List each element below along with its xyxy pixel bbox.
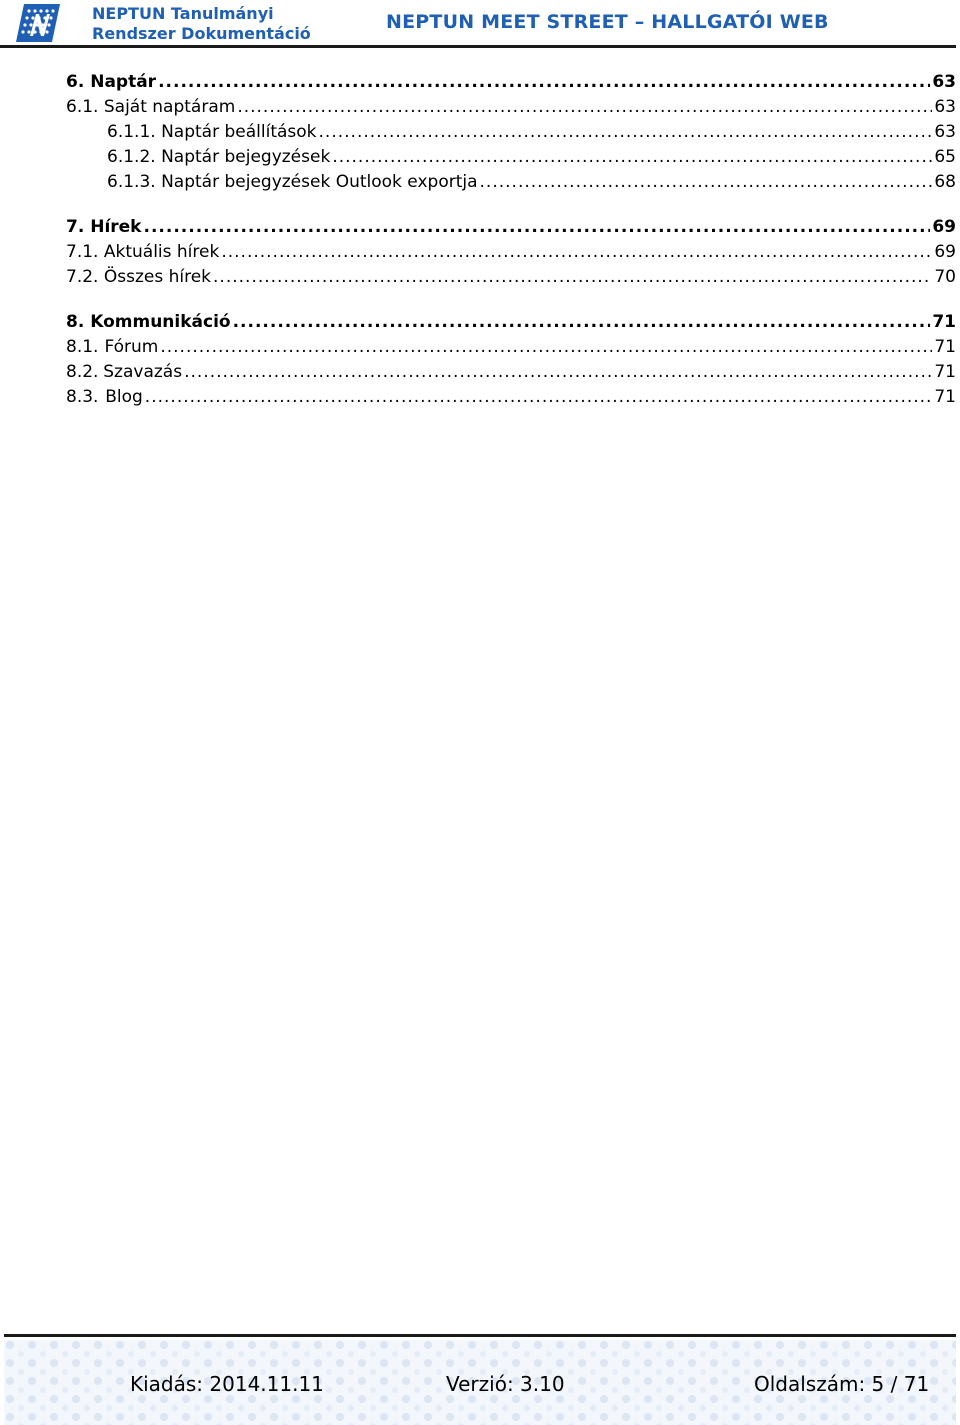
toc-leader-dots — [221, 242, 932, 262]
footer-release-date: Kiadás: 2014.11.11 — [130, 1372, 324, 1396]
toc-entry-number: 8.2. — [66, 362, 99, 382]
toc-entry[interactable] — [107, 122, 956, 146]
toc-leader-dots — [144, 217, 931, 237]
header-module-title: NEPTUN MEET STREET – HALLGATÓI WEB — [386, 11, 829, 33]
footer-version: Verzió: 3.10 — [446, 1372, 565, 1396]
toc-entry-title: Hírek — [90, 217, 142, 237]
toc-entry-title: Fórum — [104, 337, 159, 357]
toc-leader-dots — [332, 147, 932, 167]
toc-entry[interactable] — [66, 337, 956, 361]
toc-leader-dots — [319, 122, 933, 142]
toc-leader-dots — [233, 312, 931, 332]
header-divider — [0, 45, 956, 48]
header-doc-title-line1: NEPTUN Tanulmányi — [92, 4, 274, 23]
toc-entry-title: Aktuális hírek — [103, 242, 220, 262]
neptun-logo-icon — [14, 2, 62, 44]
page-header — [0, 0, 960, 50]
toc-entry-number: 6.1.1. — [107, 122, 156, 142]
toc-entry-number: 7.2. — [66, 267, 99, 287]
toc-leader-dots — [158, 72, 930, 92]
toc-entry-title: Szavazás — [103, 362, 183, 382]
toc-leader-dots — [184, 362, 932, 382]
toc-entry-title: Naptár bejegyzések — [161, 147, 331, 167]
toc-entry-title: Saját naptáram — [103, 97, 236, 117]
toc-entry-page: 63 — [932, 72, 956, 92]
toc-entry-number: 6. — [66, 72, 85, 92]
toc-leader-dots — [213, 267, 932, 287]
toc-entry-title: Összes hírek — [103, 267, 212, 287]
toc-leader-dots — [145, 387, 933, 407]
footer-divider — [4, 1334, 956, 1337]
toc-entry[interactable] — [66, 387, 956, 411]
header-doc-title-line2: Rendszer Dokumentáció — [92, 24, 311, 43]
toc-entry-number: 6.1. — [66, 97, 99, 117]
toc-entry-title: Naptár bejegyzések Outlook exportja — [161, 172, 478, 192]
toc-entry-page: 69 — [932, 217, 956, 237]
toc-entry[interactable] — [66, 97, 956, 121]
toc-entry-number: 8.1. — [66, 337, 99, 357]
toc-entry-page: 71 — [934, 337, 956, 357]
footer-page-number: Oldalszám: 5 / 71 — [754, 1372, 930, 1396]
toc-entry-number: 6.1.3. — [107, 172, 156, 192]
toc-entry[interactable] — [66, 72, 956, 96]
toc-entry[interactable] — [107, 147, 956, 171]
toc-entry-page: 63 — [934, 97, 956, 117]
toc-entry-page: 71 — [932, 312, 956, 332]
toc-entry-number: 6.1.2. — [107, 147, 156, 167]
toc-entry-title: Blog — [105, 387, 143, 407]
toc-entry-number: 7.1. — [66, 242, 99, 262]
toc-leader-dots — [480, 172, 933, 192]
toc-entry-title: Naptár beállítások — [161, 122, 317, 142]
toc-entry[interactable] — [66, 217, 956, 241]
toc-entry[interactable] — [66, 242, 956, 266]
toc-entry-page: 65 — [934, 147, 956, 167]
toc-entry-page: 71 — [934, 362, 956, 382]
toc-entry-number: 8.3. — [66, 387, 99, 407]
toc-leader-dots — [237, 97, 932, 117]
toc-entry-page: 70 — [934, 267, 956, 287]
toc-entry[interactable] — [66, 267, 956, 291]
header-doc-title — [92, 4, 311, 44]
toc-entry-page: 69 — [934, 242, 956, 262]
toc-entry[interactable] — [66, 312, 956, 336]
toc-entry-page: 63 — [934, 122, 956, 142]
toc-entry-title: Naptár — [90, 72, 157, 92]
toc-entry[interactable] — [107, 172, 956, 196]
toc-entry-number: 7. — [66, 217, 85, 237]
toc-entry-page: 68 — [934, 172, 956, 192]
toc-leader-dots — [160, 337, 932, 357]
toc-entry-title: Kommunikáció — [90, 312, 231, 332]
toc-entry-page: 71 — [934, 387, 956, 407]
toc-entry[interactable] — [66, 362, 956, 386]
toc-entry-number: 8. — [66, 312, 85, 332]
